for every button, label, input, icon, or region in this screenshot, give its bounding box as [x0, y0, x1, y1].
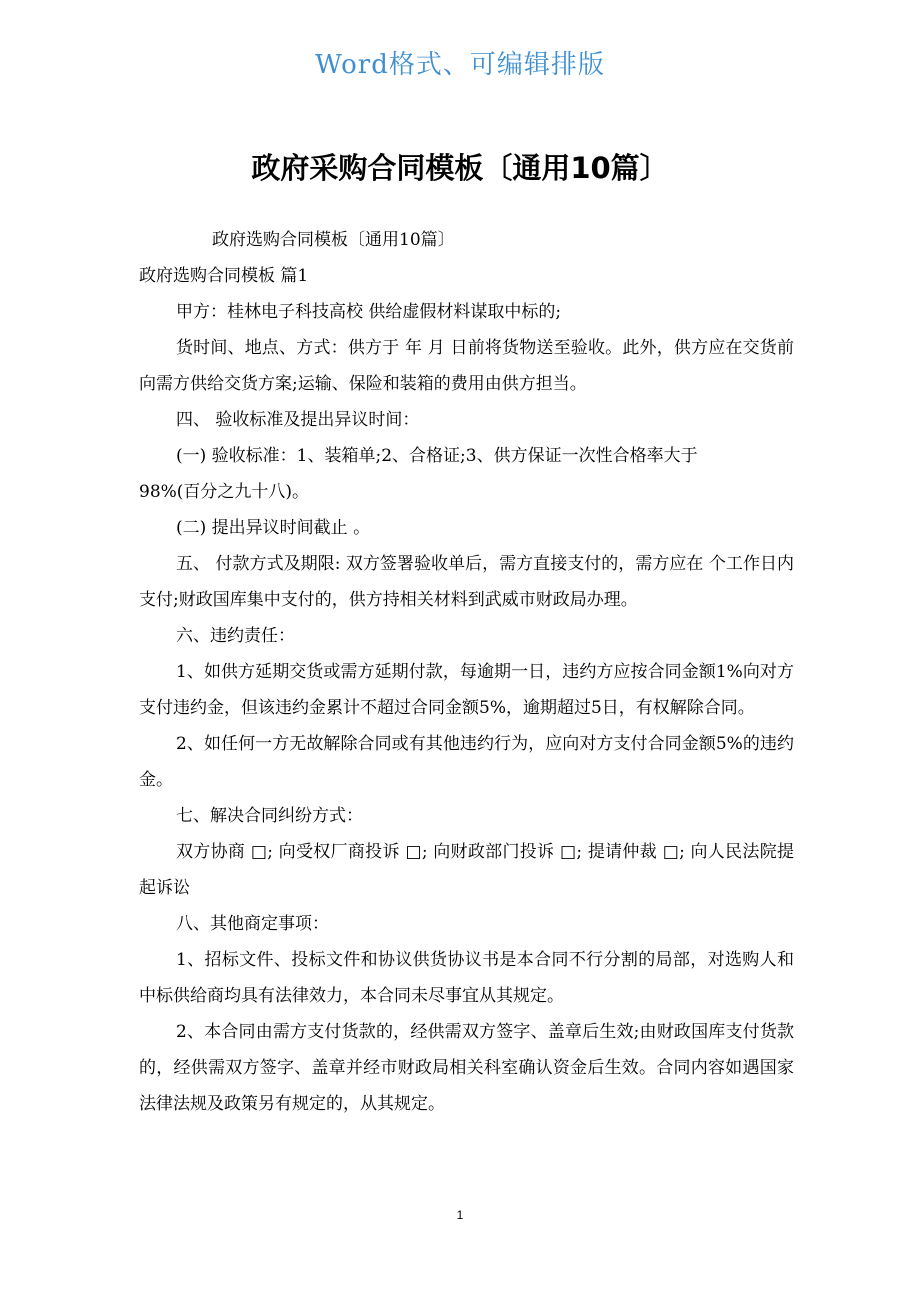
document-subtitle: 政府选购合同模板〔通用10篇〕 [212, 230, 455, 250]
clause-heading-liability: 六、违约责任： [176, 626, 295, 646]
paragraph-delivery: 货时间、地点、方式：供方于 年 月 日前将货物送至验收。此外，供方应在交货前向需方供给交货方案;运输、保险和装箱的费用由供方担当。 [139, 338, 794, 394]
paragraph-other-2: 2、本合同由需方支付货款的，经供需双方签字、盖章后生效;由财政国库支付货款的，经供需双方签字、盖章并经市财政局相关科室确认资金后生效。合同内容如遇国家法律法规及政策另有规定的，从其规定。 [139, 1022, 794, 1114]
paragraph-acceptance-rate: 98%(百分之九十八)。 [139, 482, 310, 502]
paragraph-payment: 五、 付款方式及期限: 双方签署验收单后，需方直接支付的，需方应在 个工作日内支付;财政国库集中支付的，供方持相关材料到武威市财政局办理。 [139, 554, 794, 610]
paragraph-objection-deadline: (二) 提出异议时间截止 。 [176, 518, 371, 538]
clause-heading-acceptance: 四、 验收标准及提出异议时间： [176, 410, 420, 430]
document-title: 政府采购合同模板〔通用10篇〕 [251, 151, 669, 185]
document-body [139, 222, 794, 1122]
paragraph-liability-breach: 2、如任何一方无故解除合同或有其他违约行为，应向对方支付合同金额5%的违约金。 [139, 734, 794, 790]
clause-heading-dispute: 七、解决合同纠纷方式： [176, 806, 363, 826]
paragraph-party-a: 甲方：桂林电子科技高校 供给虚假材料谋取中标的; [176, 302, 562, 322]
section-heading: 政府选购合同模板 篇1 [139, 266, 309, 286]
clause-heading-other: 八、其他商定事项： [176, 914, 329, 934]
page-number: 1 [456, 1208, 464, 1222]
paragraph-liability-delay: 1、如供方延期交货或需方延期付款，每逾期一日，违约方应按合同金额1%向对方支付违约金，但该违约金累计不超过合同金额5%，逾期超过5日，有权解除合同。 [139, 662, 794, 718]
document-banner: Word格式、可编辑排版 [315, 50, 605, 80]
paragraph-dispute-options: 双方协商 □; 向受权厂商投诉 □; 向财政部门投诉 □; 提请仲裁 □; 向人民法院提起诉讼 [139, 842, 794, 898]
paragraph-acceptance-standard: (一) 验收标准：1、装箱单;2、合格证;3、供方保证一次性合格率大于 [176, 446, 698, 466]
paragraph-other-1: 1、招标文件、投标文件和协议供货协议书是本合同不行分割的局部，对选购人和中标供给商均具有法律效力，本合同未尽事宜从其规定。 [139, 950, 794, 1006]
